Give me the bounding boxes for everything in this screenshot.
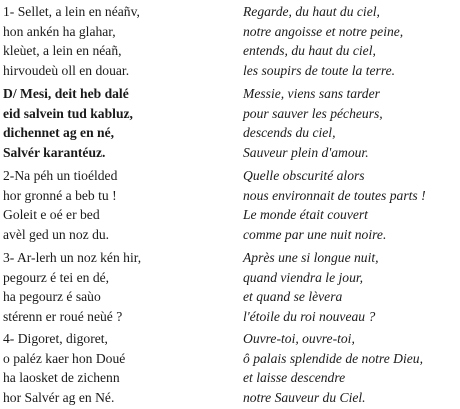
french-line: et laisse descendre — [243, 370, 346, 385]
stanza-2 — [0, 166, 460, 246]
french-line: et quand se lèvera — [243, 289, 343, 304]
breton-line: avèl ged un noz du. — [3, 226, 110, 242]
breton-line: Goleit e oé er bed — [3, 207, 100, 222]
breton-line: dichennet ag en né, — [3, 125, 115, 140]
breton-line: Salvér karantéuz. — [3, 144, 106, 160]
french-line: Sauveur plein d'amour. — [243, 144, 369, 160]
french-line: Messie, viens sans tarder — [243, 86, 380, 101]
breton-line: ha laosket de zichenn — [3, 370, 120, 385]
breton-line: D/ Mesi, deit heb dalé — [3, 86, 129, 101]
breton-line: stérenn er roué neùé ? — [3, 308, 123, 324]
french-line: comme par une nuit noire. — [243, 226, 387, 242]
stanza-4 — [0, 329, 460, 409]
breton-line: hirvoudeù oll en douar. — [3, 62, 130, 78]
breton-line: ha pegourz é saùo — [3, 289, 101, 304]
french-line: entends, du haut du ciel, — [243, 43, 376, 58]
french-line: Quelle obscurité alors — [243, 168, 365, 183]
breton-line: hor gronné a beb tu ! — [3, 187, 117, 203]
french-line: Le monde était couvert — [243, 207, 368, 222]
french-line: Ouvre-toi, ouvre-toi, — [243, 331, 355, 346]
stanza-4-french — [243, 329, 458, 407]
breton-line: o paléz kaer hon Doué — [3, 350, 126, 366]
breton-line: 4- Digoret, digoret, — [3, 331, 108, 346]
french-line: les soupirs de toute la terre. — [243, 62, 396, 78]
stanza-3-breton — [3, 248, 231, 326]
french-line: nous environnait de toutes parts ! — [243, 187, 426, 203]
stanza-2-breton — [3, 166, 231, 244]
stanza-4-breton — [3, 329, 231, 407]
stanza-3-french — [243, 248, 458, 326]
breton-line: hor Salvér ag en Né. — [3, 389, 115, 405]
breton-line: 2-Na péh un tioélded — [3, 168, 118, 183]
french-line: quand viendra le jour, — [243, 269, 364, 285]
stanza-3 — [0, 248, 460, 328]
refrain-french — [243, 84, 458, 162]
stanza-1 — [0, 2, 460, 82]
breton-line: 1- Sellet, a lein en néañv, — [3, 4, 140, 19]
french-line: l'étoile du roi nouveau ? — [243, 308, 376, 324]
french-line: notre angoisse et notre peine, — [243, 23, 404, 39]
french-line: descends du ciel, — [243, 125, 336, 140]
stanza-2-french — [243, 166, 458, 244]
stanza-1-french — [243, 2, 458, 80]
refrain-breton — [3, 84, 231, 162]
breton-line: kleùet, a lein en néañ, — [3, 43, 122, 58]
french-line: ô palais splendide de notre Dieu, — [243, 350, 423, 366]
breton-line: pegourz é tei en dé, — [3, 269, 110, 285]
french-line: pour sauver les pécheurs, — [243, 105, 383, 121]
stanza-1-breton — [3, 2, 231, 80]
breton-line: hon ankén ha glahar, — [3, 23, 116, 39]
french-line: Après une si longue nuit, — [243, 250, 379, 265]
stanza-refrain — [0, 84, 460, 164]
french-line: Regarde, du haut du ciel, — [243, 4, 380, 19]
breton-line: eid salvein tud kabluz, — [3, 105, 133, 121]
french-line: notre Sauveur du Ciel. — [243, 389, 366, 405]
breton-line: 3- Ar-lerh un noz kén hir, — [3, 250, 142, 265]
